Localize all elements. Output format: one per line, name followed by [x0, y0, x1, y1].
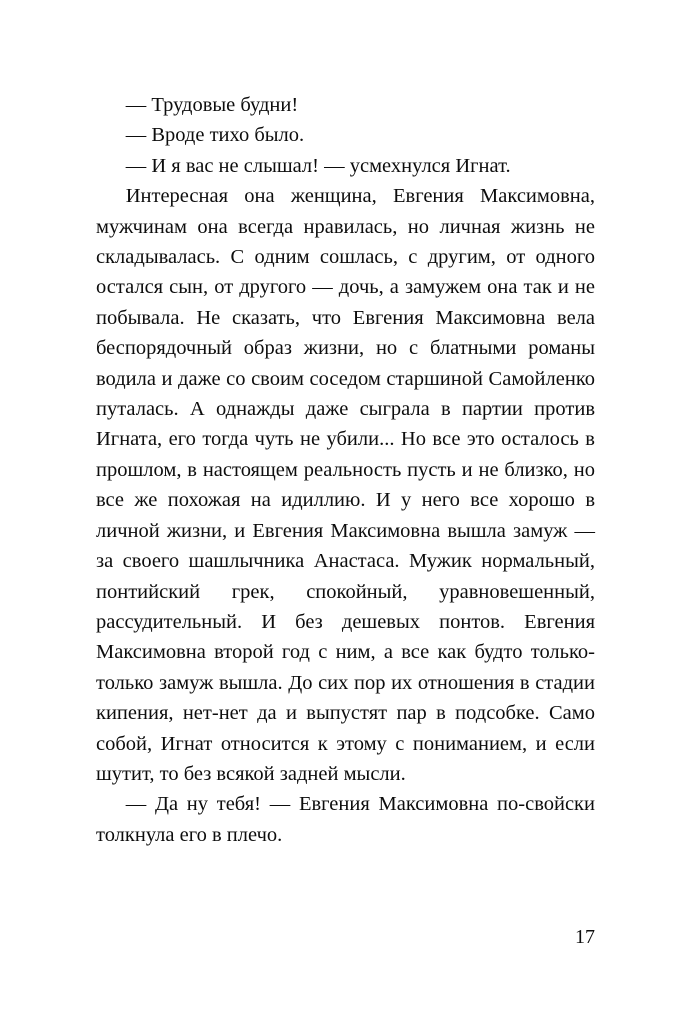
- page-number: 17: [575, 926, 595, 948]
- paragraph: — И я вас не слышал! — усмехнулся Игнат.: [125, 154, 511, 177]
- paragraph: — Да ну тебя! — Евгения Максимовна по-свойски толкнула его в плечо.: [96, 793, 595, 846]
- paragraph: — Вроде тихо было.: [125, 124, 305, 147]
- paragraph: Интересная она женщина, Евгения Максимовна, мужчинам она всегда нравилась, но личная жизнь не складывалась. С одним сошлась, с другим, от одного остался сын, от другого — дочь, а замужем она так и не побывала. Не сказать, что Евгения Максимовна вела беспорядочный образ жизни, но с блатными романы водила и даже со своим соседом старшиной Самойленко путалась. А однажды даже сыграла в партии против Игната, его тогда чуть не убили... Но все это осталось в прошлом, в настоящем реальность пусть и не близко, но все же похожая на идиллию. И у него все хорошо в личной жизни, и Евгения Максимовна вышла замуж — за своего шашлычника Анастаса. Мужик нормальный, понтийский грек, спокойный, уравновешенный, рассудительный. И без дешевых понтов. Евгения Максимовна второй год с ним, а все как будто только-только замуж вышла. До сих пор их отношения в стадии кипения, нет-нет да и выпустят пар в подсобке. Само собой, Игнат относится к этому с пониманием, и если шутит, то без всякой задней мысли.: [96, 185, 595, 785]
- page-text-block: [96, 90, 595, 850]
- paragraph: — Трудовые будни!: [125, 94, 299, 116]
